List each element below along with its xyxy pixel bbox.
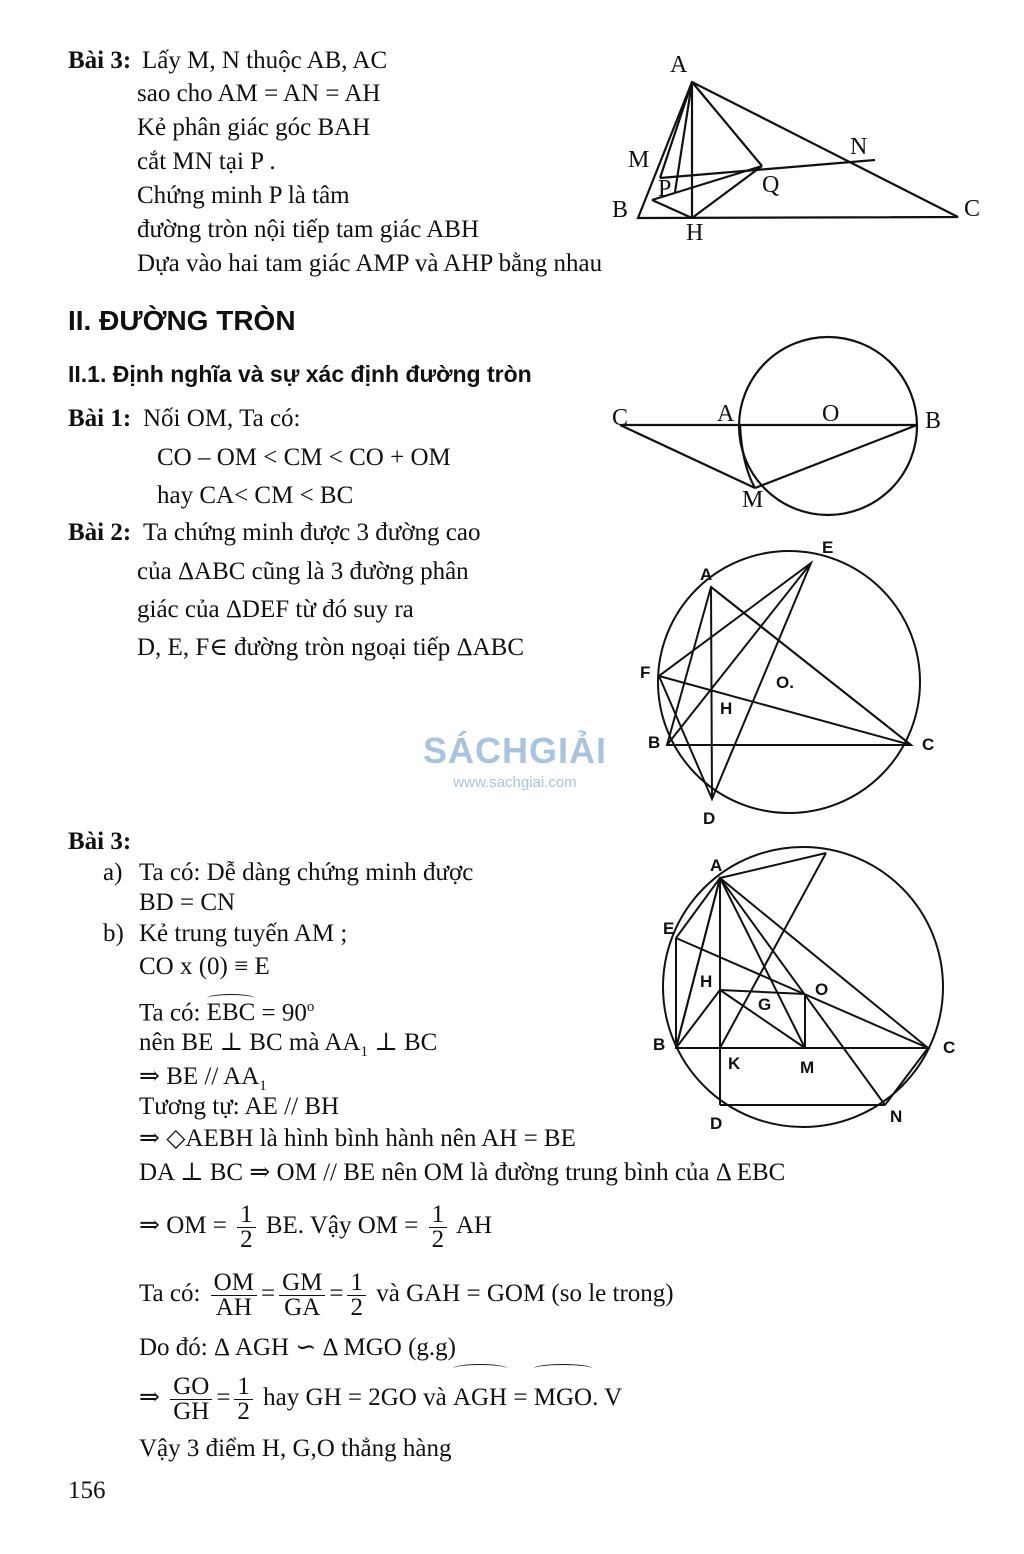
label-f: F <box>640 663 651 682</box>
label-c: C <box>922 735 935 754</box>
part-a-line: BD = CN <box>139 889 236 916</box>
label-c: C <box>612 405 629 431</box>
bai3-line: cắt MN tại P . <box>137 148 276 175</box>
fraction-om-ah: $\frac{OM}{AH}$ <box>211 1271 257 1320</box>
section-subheading: II.1. Định nghĩa và sự xác định đường tròn <box>68 361 532 387</box>
section-heading: II. ĐƯỜNG TRÒN <box>68 305 296 336</box>
part-a-line: Ta có: Dễ dàng chứng minh được <box>139 859 474 886</box>
fraction-half: $\frac{1}{2}$ <box>347 1271 366 1320</box>
label-h: H <box>686 220 704 246</box>
label-m: M <box>800 1058 815 1077</box>
label-o: O. <box>776 673 794 692</box>
part-b-label: b) <box>103 920 124 947</box>
fraction-half: $\frac{1}{2}$ <box>429 1203 448 1252</box>
label-h: H <box>720 699 733 718</box>
bai3-line: sao cho AM = AN = AH <box>137 80 381 107</box>
fraction-gm-ga: $\frac{GM}{GA}$ <box>279 1271 325 1320</box>
bai3-line: Chứng minh P là tâm <box>137 182 350 209</box>
watermark-brand: SÁCHGIẢI <box>422 730 607 771</box>
part-a-label: a) <box>103 859 123 886</box>
label-d: D <box>710 1114 723 1133</box>
label-c: C <box>964 196 981 222</box>
label-b: B <box>653 1035 666 1054</box>
ta-co: Ta có: <box>139 999 201 1027</box>
tuong-tu-line: Tương tự: AE // BH <box>139 1093 340 1120</box>
fraction-go-gh: $\frac{GO}{GH}$ <box>170 1375 212 1424</box>
label-e: E <box>663 919 675 938</box>
bai3b-label: Bài 3: <box>68 828 132 855</box>
label-q: Q <box>762 172 780 198</box>
go-gh-line: ⇒ $\frac{GO}{GH}$ = $\frac{1}{2}$ hay GH = 2GO và AGH = MGO. V <box>139 1368 622 1428</box>
bai3-line: Kẻ phân giác góc BAH <box>137 114 371 141</box>
label-m: M <box>628 147 650 173</box>
bai1-label: Bài 1: <box>68 405 132 432</box>
bai2-line: của ΔABC cũng là 3 đường phân <box>137 558 469 585</box>
page-number: 156 <box>68 1477 106 1504</box>
da-bc-line: DA ⊥ BC ⇒ OM // BE nên OM là đường trung bình của Δ EBC <box>139 1159 786 1186</box>
label-c: C <box>943 1038 956 1057</box>
similar-line: Do đó: Δ AGH ∽ Δ MGO (g.g) <box>139 1334 456 1361</box>
bai1-line: Nối OM, Ta có: <box>143 405 301 432</box>
hbh-line: ⇒ ◇AEBH là hình bình hành nên AH = BE <box>139 1125 576 1152</box>
bai3-label: Bài 3: <box>68 47 132 74</box>
watermark-url: www.sachgiai.com <box>453 774 577 791</box>
label-a: A <box>717 401 735 427</box>
fraction-half: $\frac{1}{2}$ <box>234 1375 253 1424</box>
label-h: H <box>700 972 713 991</box>
label-k: K <box>728 1054 741 1073</box>
bai2-label: Bài 2: <box>68 519 132 546</box>
label-p: P <box>658 176 672 202</box>
label-b: B <box>925 408 942 434</box>
part-b-line: CO x (0) ≡ E <box>139 953 270 980</box>
label-a: A <box>700 565 713 584</box>
bai3-line: Dựa vào hai tam giác AMP và AHP bằng nhau <box>137 250 603 277</box>
label-g: G <box>758 995 772 1014</box>
label-o: O <box>822 401 840 427</box>
label-b: B <box>612 197 629 223</box>
label-m: M <box>742 487 764 513</box>
perp-line: nên BE ⊥ BC mà $AA_1$ ⊥ BC <box>139 1029 438 1060</box>
arc-ebc: EBC <box>206 999 256 1027</box>
bai2-line: giác của ΔDEF từ đó suy ra <box>137 596 414 623</box>
label-b: B <box>648 733 661 752</box>
ratio-line: Ta có: $\frac{OM}{AH}$ = $\frac{GM}{GA}$ = $\frac{1}{2}$ và GAH = GOM (so le trong) <box>139 1268 674 1321</box>
om-line: ⇒ OM = $\frac{1}{2}$ BE. Vậy OM = $\frac{1}{2}$ AH <box>139 1200 493 1253</box>
fraction-half: $\frac{1}{2}$ <box>237 1203 256 1252</box>
label-n: N <box>850 134 868 160</box>
bai3-line: đường tròn nội tiếp tam giác ABH <box>137 216 480 243</box>
part-b-line: Kẻ trung tuyến AM ; <box>139 920 348 947</box>
label-a: A <box>710 856 723 875</box>
label-o: O <box>815 980 829 999</box>
bai3-line: Lấy M, N thuộc AB, AC <box>142 47 388 74</box>
conclusion-line: Vậy 3 điểm H, G,O thẳng hàng <box>139 1435 452 1462</box>
bai2-line: Ta chứng minh được 3 đường cao <box>143 519 481 546</box>
ebc-eq: = 90 <box>261 999 307 1027</box>
label-d: D <box>703 809 716 828</box>
bai1-line: hay CA< CM < BC <box>157 482 354 509</box>
bai2-line: D, E, F∈ đường tròn ngoại tiếp ΔABC <box>137 634 525 661</box>
degree: o <box>306 999 315 1015</box>
parallel-line: ⇒ BE // $AA_1$ <box>139 1063 267 1094</box>
label-n: N <box>890 1107 903 1126</box>
label-a: A <box>670 52 688 78</box>
bai1-line: CO – OM < CM < CO + OM <box>157 444 451 471</box>
label-e: E <box>822 538 834 557</box>
